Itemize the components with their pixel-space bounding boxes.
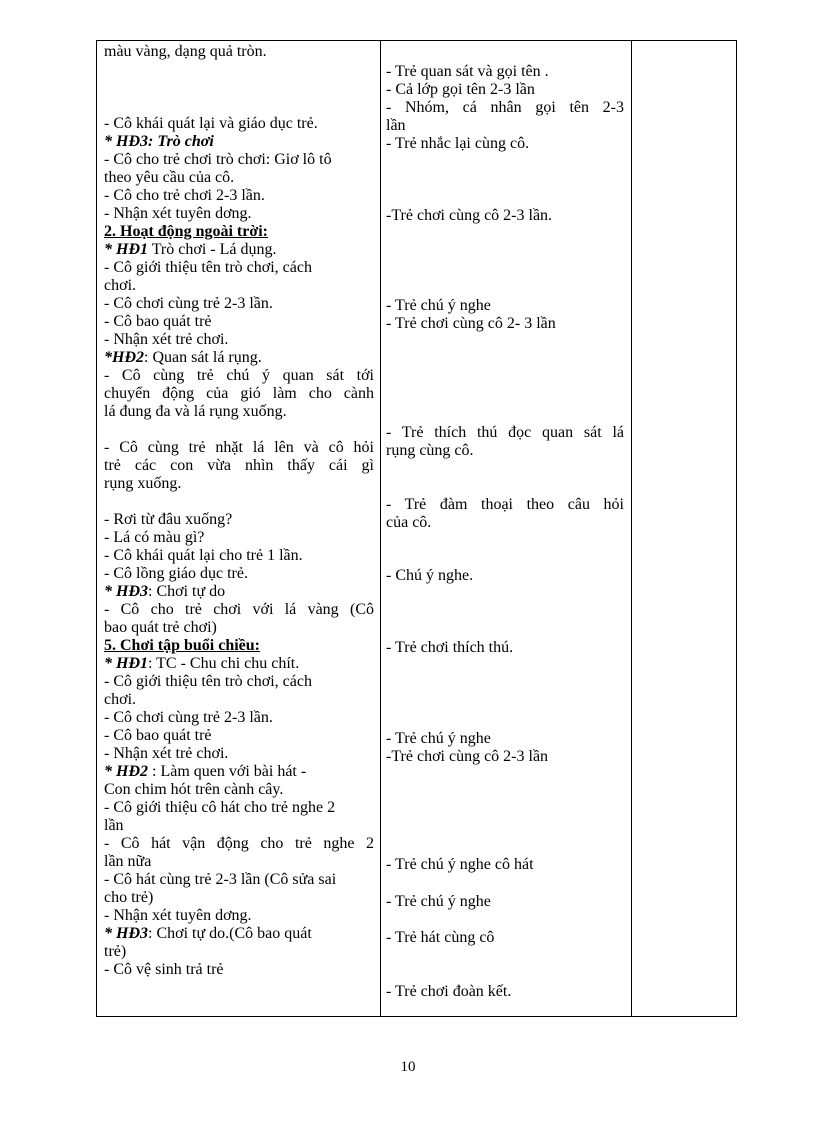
text-line: - Lá có màu gì? xyxy=(104,529,205,546)
text-line: - Trẻ nhắc lại cùng cô. xyxy=(386,135,530,152)
text-line: cho trẻ) xyxy=(104,889,154,906)
text-line: - Cô lồng giáo dục trẻ. xyxy=(104,565,248,582)
text-line: lần xyxy=(386,117,406,134)
teacher-activities-column xyxy=(97,41,380,1016)
text-line: - Trẻ chơi cùng cô 2- 3 lần xyxy=(386,315,556,332)
section-title: 5. Chơi tập buổi chiều: xyxy=(104,637,260,654)
activity-label: * HĐ2 xyxy=(104,763,148,780)
activity-text: : TC - Chu chi chu chít. xyxy=(148,655,300,672)
text-line: - Chú ý nghe. xyxy=(386,567,474,584)
child-activities-column xyxy=(381,41,631,1016)
lesson-table xyxy=(96,40,737,1017)
text-line: - Trẻ đàm thoại theo câu hỏi xyxy=(386,496,624,513)
notes-column xyxy=(632,41,736,1016)
text-line: - Trẻ chơi đoàn kết. xyxy=(386,983,512,1000)
activity-label: * HĐ1 xyxy=(104,655,148,672)
text-line: - Cô hát vận động cho trẻ nghe 2 xyxy=(104,835,374,852)
text-line: rụng xuống. xyxy=(104,475,182,492)
activity-label: * HĐ3 xyxy=(104,925,148,942)
activity-line xyxy=(104,763,306,781)
text-line: - Nhận xét trẻ chơi. xyxy=(104,331,229,348)
text-line: - Cô cho trẻ chơi 2-3 lần. xyxy=(104,187,265,204)
text-line: - Cô vệ sinh trả trẻ xyxy=(104,961,224,978)
text-line: Con chim hót trên cành cây. xyxy=(104,781,284,798)
text-line: theo yêu cầu của cô. xyxy=(104,169,235,186)
text-line: - Cô khái quát lại cho trẻ 1 lần. xyxy=(104,547,303,564)
text-line: - Cô cho trẻ chơi với lá vàng (Cô xyxy=(104,601,374,618)
activity-line xyxy=(104,655,299,673)
text-line: lần xyxy=(104,817,124,834)
activity-text: : Chơi tự do.(Cô bao quát xyxy=(148,925,312,942)
text-line: trẻ các con vừa nhìn thấy cái gì xyxy=(104,457,374,474)
section-heading: * HĐ3: Trò chơi xyxy=(104,133,214,150)
text-line: - Trẻ hát cùng cô xyxy=(386,929,495,946)
activity-line xyxy=(104,925,312,943)
activity-text: : Làm quen với bài hát - xyxy=(148,763,307,780)
text-line: rụng cùng cô. xyxy=(386,442,474,459)
activity-text: Trò chơi - Lá dụng. xyxy=(148,241,277,258)
text-line: chơi. xyxy=(104,277,137,294)
text-line: - Nhận xét tuyên dơng. xyxy=(104,907,252,924)
text-line: - Nhóm, cá nhân gọi tên 2-3 xyxy=(386,99,624,116)
text-line: - Cô cùng trẻ chú ý quan sát tới xyxy=(104,367,374,384)
text-line: - Trẻ chú ý nghe xyxy=(386,297,491,314)
text-line: - Cô cho trẻ chơi trò chơi: Giơ lô tô xyxy=(104,151,332,168)
text-line: lá đung đa và lá rụng xuống. xyxy=(104,403,287,420)
activity-line xyxy=(104,583,225,601)
activity-line xyxy=(104,349,262,367)
text-line: - Cô bao quát trẻ xyxy=(104,313,212,330)
text-line: lần nữa xyxy=(104,853,152,870)
activity-text: : Chơi tự do xyxy=(148,583,226,600)
section-title: 2. Hoạt động ngoài trời: xyxy=(104,223,268,240)
text-line: chuyển động của gió làm cho cành xyxy=(104,385,374,402)
text-line: - Cô cùng trẻ nhặt lá lên và cô hỏi xyxy=(104,439,374,456)
text-line: - Cả lớp gọi tên 2-3 lần xyxy=(386,81,535,98)
text-line: - Trẻ chú ý nghe xyxy=(386,730,491,747)
text-line: - Cô giới thiệu cô hát cho trẻ nghe 2 xyxy=(104,799,336,816)
text-line: - Cô bao quát trẻ xyxy=(104,727,212,744)
text-line: - Trẻ chơi thích thú. xyxy=(386,639,514,656)
text-line: của cô. xyxy=(386,514,432,531)
activity-label: * HĐ1 xyxy=(104,241,148,258)
text-line: - Cô hát cùng trẻ 2-3 lần (Cô sửa sai xyxy=(104,871,337,888)
text-line: trẻ) xyxy=(104,943,127,960)
text-line: - Trẻ chú ý nghe cô hát xyxy=(386,856,534,873)
text-line: -Trẻ chơi cùng cô 2-3 lần xyxy=(386,748,549,765)
page-number: 10 xyxy=(400,1059,416,1075)
activity-text: : Quan sát lá rụng. xyxy=(144,349,262,366)
text-line: - Rơi từ đâu xuống? xyxy=(104,511,233,528)
text-line: - Cô giới thiệu tên trò chơi, cách xyxy=(104,259,312,276)
activity-label: * HĐ3 xyxy=(104,583,148,600)
text-line: - Cô chơi cùng trẻ 2-3 lần. xyxy=(104,709,273,726)
text-line: chơi. xyxy=(104,691,137,708)
activity-label: *HĐ2 xyxy=(104,349,144,366)
text-line: màu vàng, dạng quả tròn. xyxy=(104,43,267,60)
text-line: - Cô giới thiệu tên trò chơi, cách xyxy=(104,673,312,690)
text-line: - Trẻ thích thú đọc quan sát lá xyxy=(386,424,624,441)
text-line: - Nhận xét tuyên dơng. xyxy=(104,205,252,222)
text-line: - Cô khái quát lại và giáo dục trẻ. xyxy=(104,115,318,132)
text-line: bao quát trẻ chơi) xyxy=(104,619,217,636)
text-line: - Trẻ chú ý nghe xyxy=(386,893,491,910)
text-line: - Trẻ quan sát và gọi tên . xyxy=(386,63,549,80)
text-line: - Nhận xét trẻ chơi. xyxy=(104,745,229,762)
text-line: -Trẻ chơi cùng cô 2-3 lần. xyxy=(386,207,553,224)
text-line: - Cô chơi cùng trẻ 2-3 lần. xyxy=(104,295,273,312)
activity-line xyxy=(104,241,276,259)
